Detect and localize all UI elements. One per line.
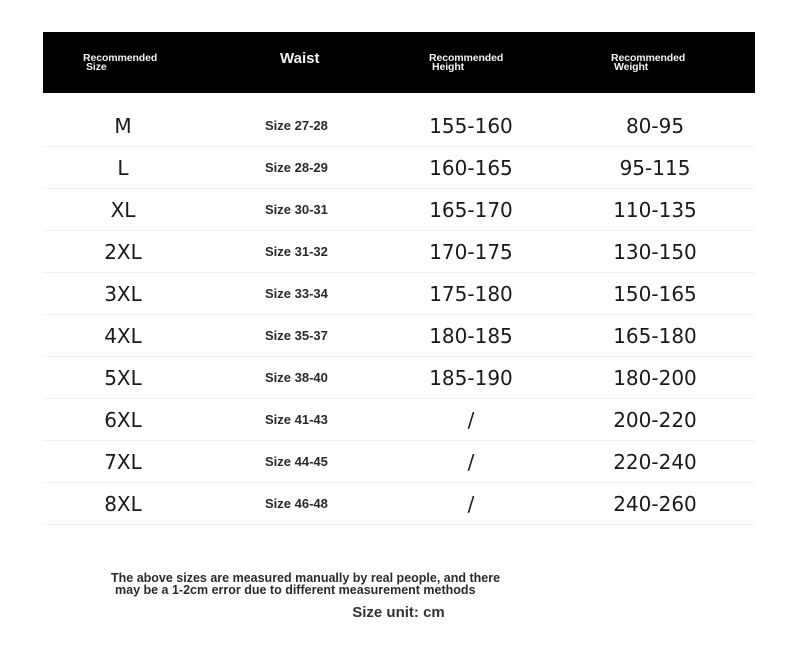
table-row (43, 441, 755, 483)
weight-cell: 150-165 (613, 282, 697, 306)
waist-cell: Size 38-40 (265, 370, 328, 385)
header-size-line2: Size (86, 61, 107, 73)
height-cell: 165-170 (429, 198, 513, 222)
size-cell: 5XL (104, 366, 142, 390)
waist-cell: Size 41-43 (265, 412, 328, 427)
weight-cell: 220-240 (613, 450, 697, 474)
table-row (43, 273, 755, 315)
height-cell: 155-160 (429, 114, 513, 138)
measurement-note (111, 572, 500, 596)
header-waist: Waist (280, 50, 320, 67)
table-row (43, 399, 755, 441)
waist-cell: Size 30-31 (265, 202, 328, 217)
size-cell: L (117, 156, 129, 180)
header-weight-line1: Recommended (611, 52, 686, 64)
size-chart-header (43, 32, 755, 93)
height-cell: / (467, 492, 475, 516)
weight-cell: 165-180 (613, 324, 697, 348)
header-height-line2: Height (432, 61, 465, 73)
size-cell: 2XL (104, 240, 142, 264)
size-cell: 8XL (104, 492, 142, 516)
measurement-note-line1: The above sizes are measured manually by real people, and there (111, 571, 501, 585)
table-row (43, 357, 755, 399)
table-row (43, 483, 755, 525)
table-row (43, 105, 755, 147)
header-recommended-height (429, 54, 503, 72)
waist-cell: Size 31-32 (265, 244, 328, 259)
waist-cell: Size 27-28 (265, 118, 328, 133)
header-height-line1: Recommended (429, 52, 504, 64)
height-cell: 185-190 (429, 366, 513, 390)
weight-cell: 240-260 (613, 492, 697, 516)
waist-cell: Size 46-48 (265, 496, 328, 511)
header-recommended-weight (611, 54, 685, 72)
waist-cell: Size 35-37 (265, 328, 328, 343)
weight-cell: 200-220 (613, 408, 697, 432)
height-cell: 175-180 (429, 282, 513, 306)
size-cell: XL (110, 198, 136, 222)
table-row (43, 189, 755, 231)
height-cell: / (467, 450, 475, 474)
header-weight-line2: Weight (614, 61, 649, 73)
weight-cell: 180-200 (613, 366, 697, 390)
table-row (43, 147, 755, 189)
weight-cell: 110-135 (613, 198, 697, 222)
height-cell: 180-185 (429, 324, 513, 348)
weight-cell: 130-150 (613, 240, 697, 264)
size-cell: 7XL (104, 450, 142, 474)
table-row (43, 231, 755, 273)
header-size-line1: Recommended (83, 52, 158, 64)
height-cell: 170-175 (429, 240, 513, 264)
waist-cell: Size 33-34 (265, 286, 328, 301)
waist-cell: Size 44-45 (265, 454, 328, 469)
table-row (43, 315, 755, 357)
size-cell: 3XL (104, 282, 142, 306)
size-unit-label: Size unit: cm (352, 604, 445, 621)
size-cell: 4XL (104, 324, 142, 348)
header-recommended-size (83, 54, 157, 72)
waist-cell: Size 28-29 (265, 160, 328, 175)
height-cell: 160-165 (429, 156, 513, 180)
size-chart (43, 32, 755, 525)
weight-cell: 80-95 (625, 114, 685, 138)
measurement-note-line2: may be a 1-2cm error due to different measurement methods (115, 583, 476, 597)
weight-cell: 95-115 (619, 156, 691, 180)
size-cell: 6XL (104, 408, 142, 432)
size-chart-rows (43, 105, 755, 525)
height-cell: / (467, 408, 475, 432)
size-cell: M (114, 114, 132, 138)
